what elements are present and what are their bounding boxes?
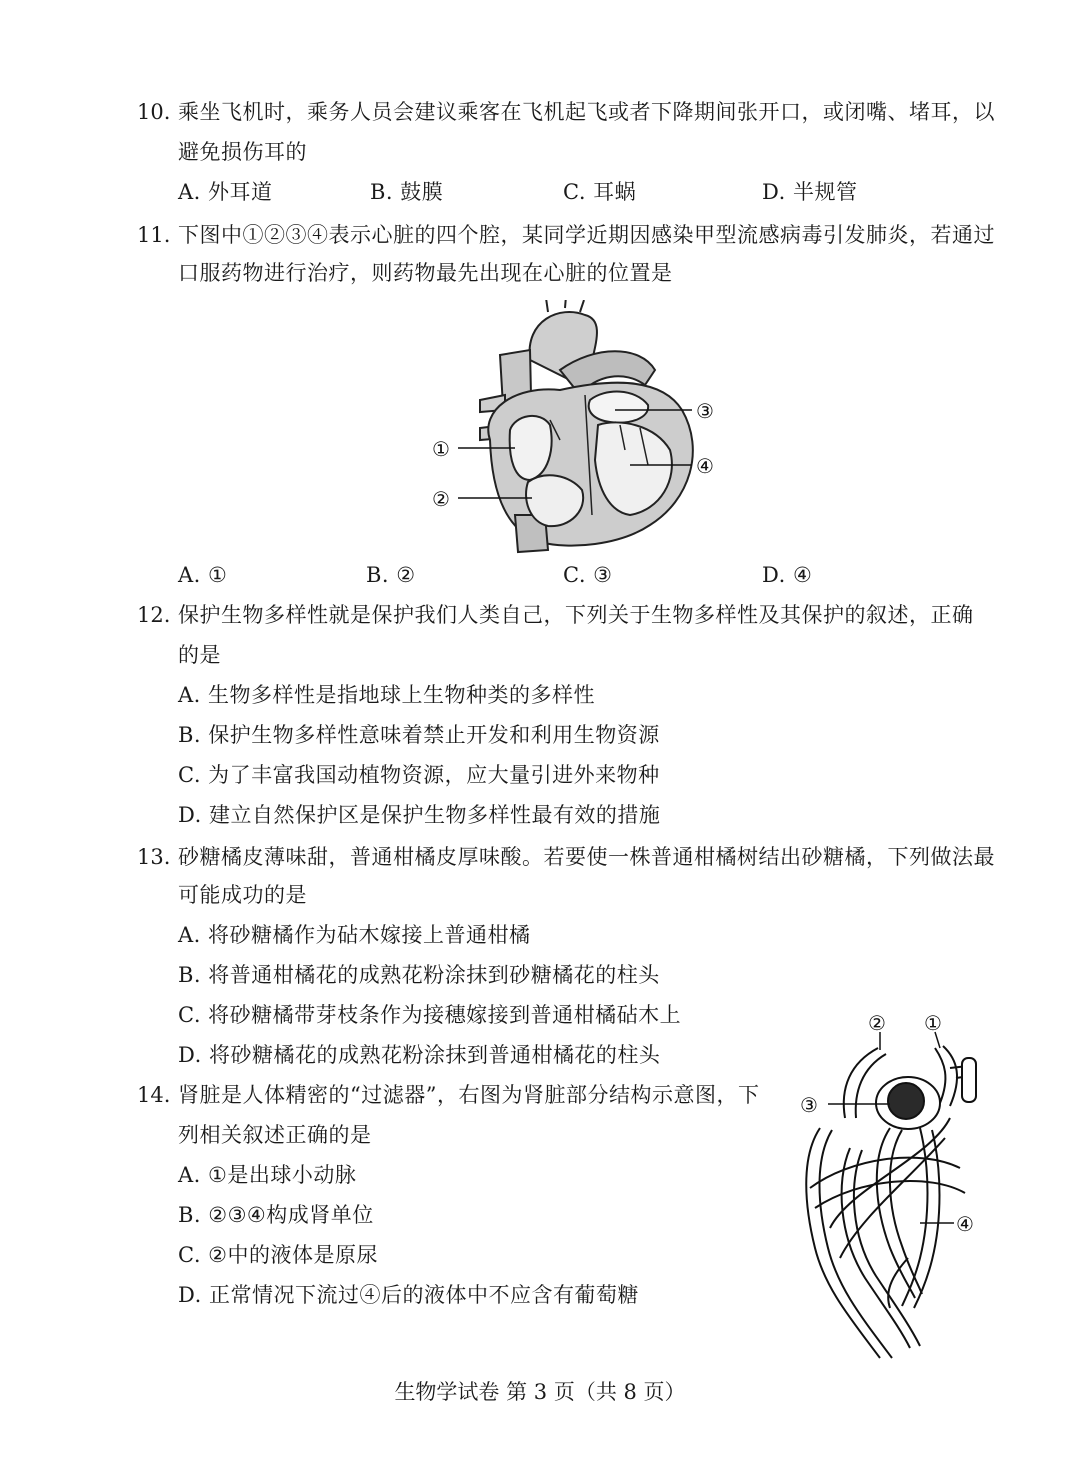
page-footer: 生物学试卷 第 3 页（共 8 页） [394, 1380, 686, 1404]
q10-stem-line1: 乘坐飞机时，乘务人员会建议乘客在飞机起飞或者下降期间张开口，或闭嘴、堵耳，以 [178, 100, 995, 124]
q11-option-a: A. ① [178, 563, 228, 587]
q11-stem-line1: 下图中①②③④表示心脏的四个腔，某同学近期因感染甲型流感病毒引发肺炎，若通过 [178, 223, 995, 247]
q10-option-c: C. 耳蜗 [563, 180, 637, 204]
nephron-label-1: ① [924, 1011, 942, 1035]
q12-option-d: D. 建立自然保护区是保护生物多样性最有效的措施 [178, 803, 661, 827]
q10-option-b: B. 鼓膜 [370, 180, 444, 204]
q12-option-c: C. 为了丰富我国动植物资源，应大量引进外来物种 [178, 763, 660, 787]
heart-label-4: ④ [696, 454, 714, 478]
q13-stem-line2: 可能成功的是 [178, 883, 307, 907]
nephron-label-3: ③ [800, 1093, 818, 1117]
q13-option-a: A. 将砂糖橘作为砧木嫁接上普通柑橘 [178, 923, 531, 947]
q11-option-c: C. ③ [563, 563, 613, 587]
q11-option-d: D. ④ [762, 563, 813, 587]
q11-number: 11. [137, 223, 171, 247]
heart-label-3: ③ [696, 399, 714, 423]
q12-stem-line2: 的是 [178, 643, 221, 667]
nephron-label-4: ④ [956, 1212, 974, 1236]
q14-option-a: A. ①是出球小动脉 [178, 1163, 357, 1187]
q11-stem-line2: 口服药物进行治疗，则药物最先出现在心脏的位置是 [178, 261, 673, 285]
q14-option-c: C. ②中的液体是原尿 [178, 1243, 378, 1267]
nephron-label-2: ② [868, 1011, 886, 1035]
q13-option-b: B. 将普通柑橘花的成熟花粉涂抹到砂糖橘花的柱头 [178, 963, 660, 987]
q13-option-c: C. 将砂糖橘带芽枝条作为接穗嫁接到普通柑橘砧木上 [178, 1003, 682, 1027]
q10-stem-line2: 避免损伤耳的 [178, 140, 307, 164]
nephron-diagram [790, 1008, 1000, 1363]
heart-label-2: ② [432, 487, 450, 511]
q12-stem-line1: 保护生物多样性就是保护我们人类自己，下列关于生物多样性及其保护的叙述，正确 [178, 603, 974, 627]
heart-diagram [420, 300, 730, 560]
q13-number: 13. [137, 845, 171, 869]
q12-option-b: B. 保护生物多样性意味着禁止开发和利用生物资源 [178, 723, 660, 747]
q13-option-d: D. 将砂糖橘花的成熟花粉涂抹到普通柑橘花的柱头 [178, 1043, 661, 1067]
q10-option-a: A. 外耳道 [178, 180, 273, 204]
heart-label-1: ① [432, 437, 450, 461]
q13-stem-line1: 砂糖橘皮薄味甜，普通柑橘皮厚味酸。若要使一株普通柑橘树结出砂糖橘，下列做法最 [178, 845, 995, 869]
q10-number: 10. [137, 100, 171, 124]
q12-number: 12. [137, 603, 171, 627]
q14-stem-line1: 肾脏是人体精密的“过滤器”，右图为肾脏部分结构示意图，下 [178, 1083, 760, 1107]
q14-number: 14. [137, 1083, 171, 1107]
q10-option-d: D. 半规管 [762, 180, 858, 204]
q14-stem-line2: 列相关叙述正确的是 [178, 1123, 372, 1147]
q14-option-b: B. ②③④构成肾单位 [178, 1203, 374, 1227]
q14-option-d: D. 正常情况下流过④后的液体中不应含有葡萄糖 [178, 1283, 639, 1307]
q12-option-a: A. 生物多样性是指地球上生物种类的多样性 [178, 683, 596, 707]
q11-option-b: B. ② [366, 563, 416, 587]
